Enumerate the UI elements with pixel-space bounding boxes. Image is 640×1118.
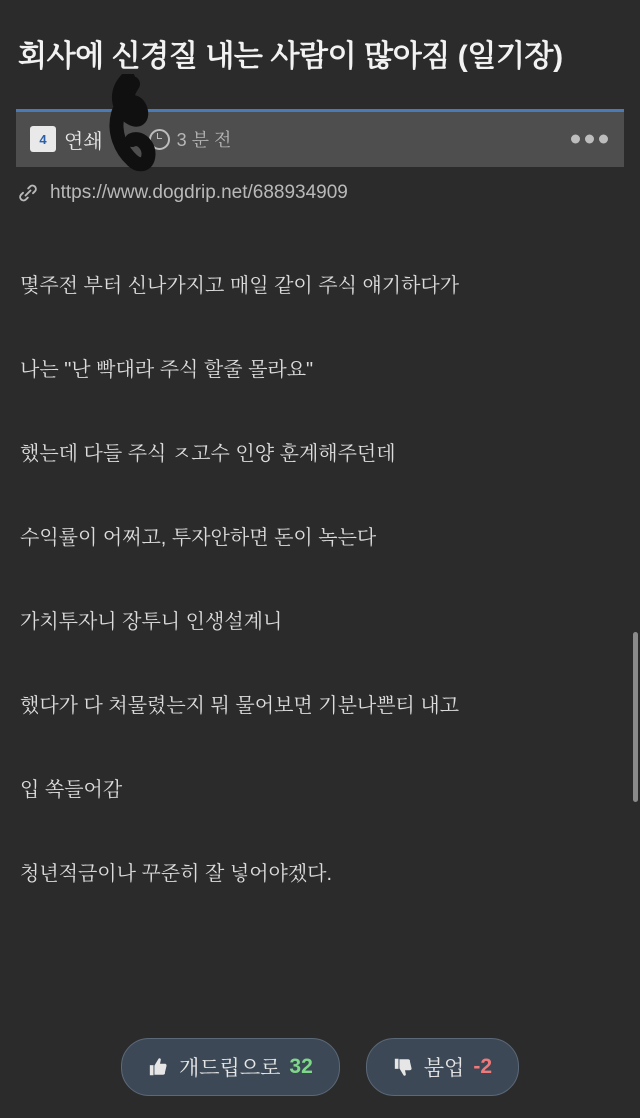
scrollbar[interactable] xyxy=(633,632,638,802)
post-paragraph: 입 쏙들어감 xyxy=(20,778,123,801)
author-bar xyxy=(16,109,624,167)
clock-icon xyxy=(149,129,170,150)
avatar: 4 xyxy=(30,126,56,152)
post-paragraph: 했는데 다들 주식 ㅈ고수 인양 훈계해주던데 xyxy=(20,442,396,465)
post-paragraph: 가치투자니 장투니 인생설계니 xyxy=(20,610,283,633)
source-url[interactable]: https://www.dogdrip.net/688934909 xyxy=(50,181,348,203)
post-paragraph: 나는 "난 빡대라 주식 할줄 몰라요" xyxy=(20,358,314,381)
timestamp-label: 3 분 전 xyxy=(176,130,232,151)
author-name[interactable]: 연쇄 xyxy=(64,130,103,153)
post-paragraph: 몇주전 부터 신나가지고 매일 같이 주식 얘기하다가 xyxy=(20,274,460,297)
downvote-button[interactable] xyxy=(366,1038,519,1096)
downvote-label: 붐업 xyxy=(423,1057,465,1081)
post-page xyxy=(0,20,640,1118)
upvote-button[interactable] xyxy=(121,1038,340,1096)
more-options-icon[interactable] xyxy=(571,135,608,144)
post-paragraph: 청년적금이나 꾸준히 잘 넣어야겠다. xyxy=(20,862,333,885)
post-paragraph: 했다가 다 쳐물렸는지 뭐 물어보면 기분나쁜티 내고 xyxy=(20,694,460,717)
page-title: 회사에 신경질 내는 사람이 많아짐 (일기장) xyxy=(18,40,563,74)
thumbs-down-icon xyxy=(393,1056,415,1078)
timestamp xyxy=(149,126,232,152)
source-link-row[interactable] xyxy=(16,181,624,205)
link-icon xyxy=(16,181,40,205)
post-body xyxy=(20,273,620,887)
thumbs-up-icon xyxy=(148,1056,170,1078)
upvote-count: 32 xyxy=(289,1055,313,1079)
downvote-count: -2 xyxy=(473,1055,493,1079)
post-paragraph: 수익률이 어쩌고, 투자안하면 돈이 녹는다 xyxy=(20,526,377,549)
vote-bar xyxy=(0,1038,640,1096)
upvote-label: 개드립으로 xyxy=(178,1057,281,1081)
scribble-overlay xyxy=(88,74,178,174)
